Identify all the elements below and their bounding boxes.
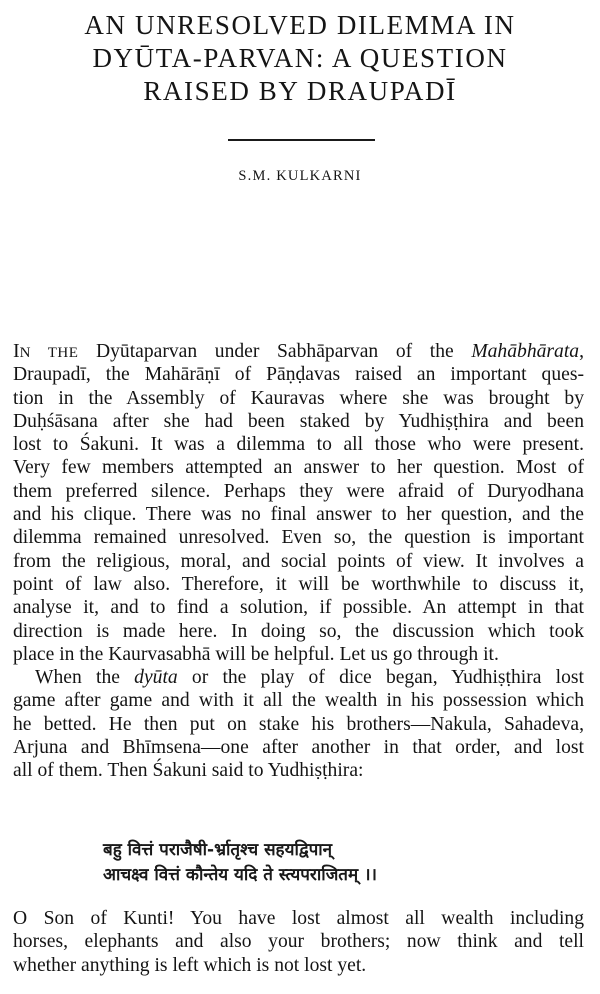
title-line-2: DYŪTA-PARVAN: A QUESTION <box>92 43 508 73</box>
text-line: all of them. Then Śakuni said to Yudhiṣṭhira: <box>13 760 364 782</box>
text-line: IN THE Dyūtaparvan under Sabhāparvan of the Mahābhārata, <box>13 340 584 362</box>
sanskrit-verse <box>103 838 377 888</box>
text-line: O Son of Kunti! You have lost almost all wealth including <box>13 908 584 929</box>
verse-line-1: बहु वित्तं पराजैषी-र्भ्रातृश्च सहयद्विपान् <box>103 840 333 860</box>
text-line: Draupadī, the Mahārāṇī of Pāṇḍavas raised an important ques- <box>13 364 584 386</box>
text-line: whether anything is left which is not lost yet. <box>13 954 367 976</box>
italic-term: dyūta <box>134 667 178 689</box>
text-line: dilemma remained unresolved. Even so, the question is important <box>13 527 584 549</box>
text-line: direction is made here. In doing so, the discussion which took <box>13 620 584 642</box>
title-line-3: RAISED BY DRAUPADĪ <box>143 76 457 106</box>
text-line: analyse it, and to find a solution, if possible. An attempt in that <box>13 597 584 619</box>
drop-lead-initial: I <box>13 340 20 362</box>
text-line: them preferred silence. Perhaps they were afraid of Duryodhana <box>13 480 584 502</box>
text-line: place in the Kaurvasabhā will be helpful. Let us go through it. <box>13 643 499 665</box>
small-caps-lead-in: N THE <box>19 345 79 361</box>
text-line: from the religious, moral, and social points of view. It involves a <box>13 550 584 572</box>
text-line: and his clique. There was no final answer to her question, and the <box>13 504 584 526</box>
italic-work-title: Mahābhārata <box>471 341 580 362</box>
text-line: game after game and with it all the wealth in his possession which <box>13 690 584 712</box>
text-line: When the dyūta or the play of dice began, Yudhiṣṭhira lost <box>35 667 584 689</box>
text-line: point of law also. Therefore, it will be worthwhile to discuss it, <box>13 573 584 595</box>
text-line: horses, elephants and also your brothers; now think and tell <box>13 931 584 953</box>
text-line: tion in the Assembly of Kauravas where she was brought by <box>13 387 584 409</box>
paragraph-intro <box>13 340 584 783</box>
title-divider <box>228 139 375 141</box>
article-title <box>0 9 600 108</box>
text-line: Very few members attempted an answer to her question. Most of <box>13 457 584 479</box>
title-line-1: AN UNRESOLVED DILEMMA IN <box>84 10 516 40</box>
text-line: lost to Śakuni. It was a dilemma to all those who were present. <box>13 434 584 456</box>
text-line: he betted. He then put on stake his brothers—Nakula, Sahadeva, <box>13 713 584 735</box>
text-line: Duḥśāsana after she had been staked by Yudhiṣṭhira and been <box>13 410 584 432</box>
paragraph-translation <box>13 907 584 977</box>
author-name: S.M. KULKARNI <box>238 168 362 184</box>
verse-line-2: आचक्ष्व वित्तं कौन्तेय यदि ते स्त्यपराजितम् ।। <box>103 865 377 885</box>
text-line: Arjuna and Bhīmsena—one after another in that order, and lost <box>13 737 584 759</box>
